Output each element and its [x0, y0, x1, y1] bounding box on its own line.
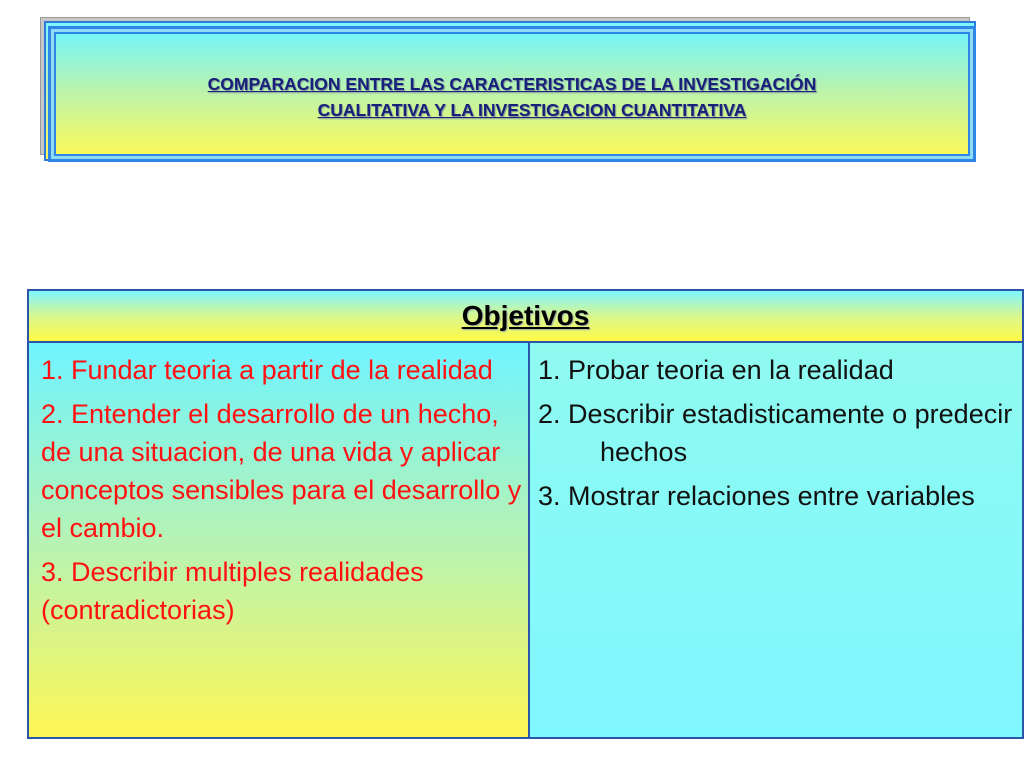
- title-line-1: COMPARACION ENTRE LAS CARACTERISTICAS DE LA INVESTIGACIÓN: [207, 74, 817, 94]
- title-banner: [48, 26, 976, 162]
- table-header: [29, 291, 1022, 343]
- quantitative-item-2: 2. Describir estadisticamente o predecir hechos: [538, 399, 1013, 467]
- quantitative-item-1: 1. Probar teoria en la realidad: [538, 355, 894, 385]
- qualitative-item-1: 1. Fundar teoria a partir de la realidad: [41, 355, 493, 385]
- qualitative-item-2: 2. Entender el desarrollo de un hecho, de una situacion, de una vida y aplicar conceptos sensibles para el desarrollo y el cambio.: [41, 399, 522, 543]
- title-line-2: CUALITATIVA Y LA INVESTIGACION CUANTITATIVA: [317, 100, 747, 120]
- comparison-table: [27, 289, 1024, 739]
- qualitative-item-3: 3. Describir multiples realidades (contradictorias): [41, 557, 424, 625]
- page-title: [51, 71, 973, 123]
- qualitative-column: [29, 343, 530, 737]
- quantitative-item-3: 3. Mostrar relaciones entre variables: [538, 481, 975, 511]
- table-header-label: Objetivos: [461, 300, 590, 331]
- quantitative-column: [530, 343, 1022, 737]
